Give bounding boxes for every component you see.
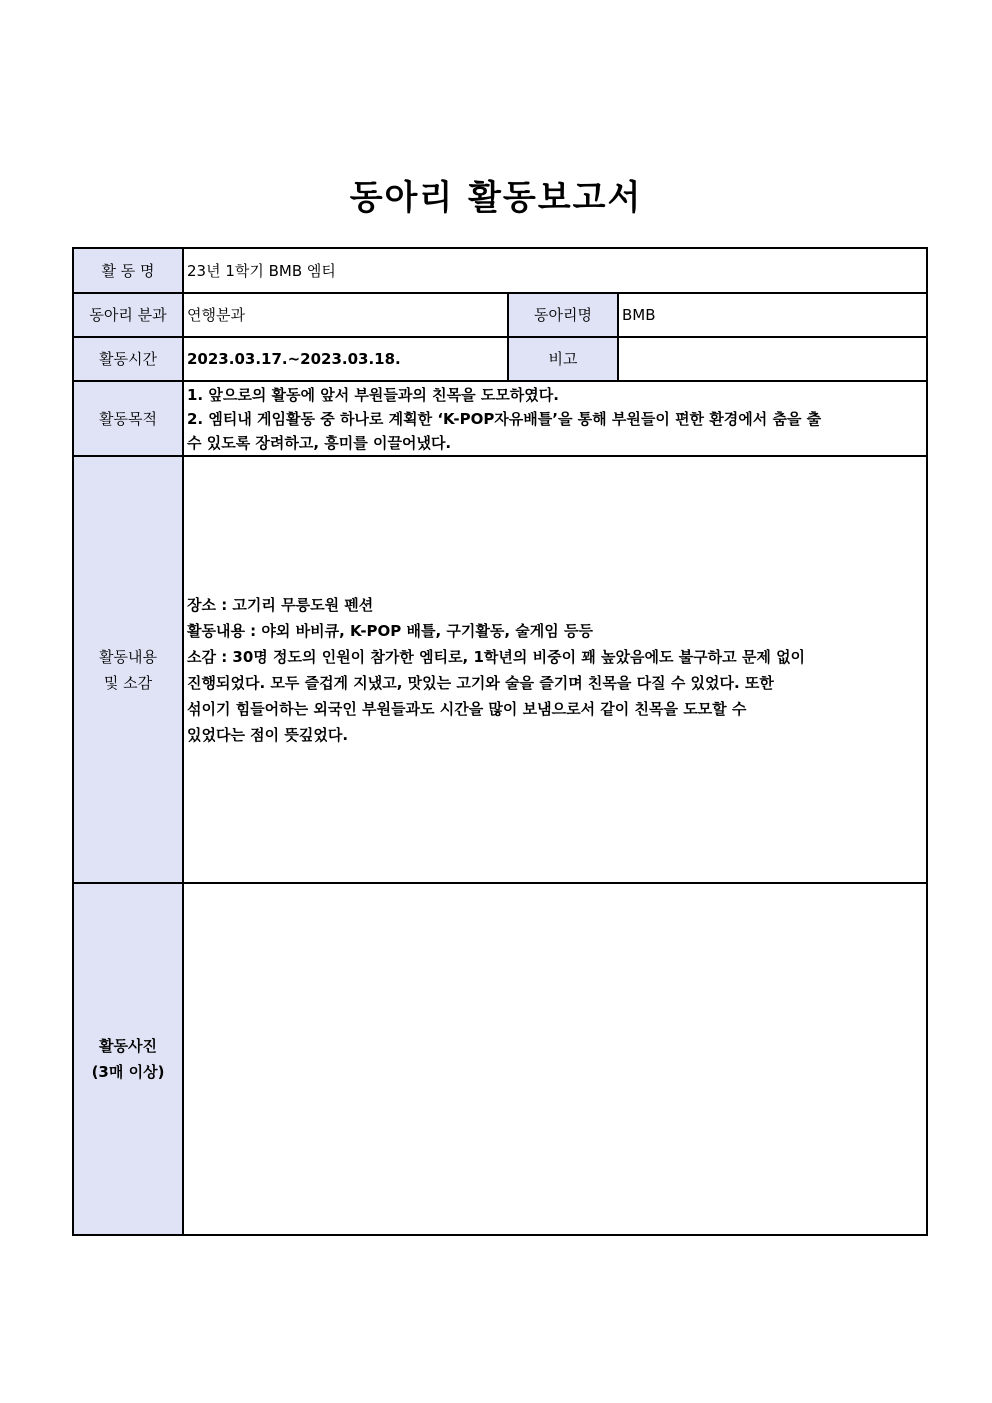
content-label	[73, 456, 183, 883]
purpose-label: 활동목적	[73, 381, 183, 456]
activity-time-label: 활동시간	[73, 337, 183, 381]
activity-time-value: 2023.03.17.~2023.03.18.	[183, 337, 508, 381]
purpose-line: 1. 앞으로의 활동에 앞서 부원들과의 친목을 도모하였다.	[187, 385, 559, 404]
content-line: 섞이기 힘들어하는 외국인 부원들과도 시간을 많이 보냄으로서 같이 친목을 도모할 수	[187, 699, 747, 718]
club-name-label: 동아리명	[508, 293, 618, 337]
row-purpose	[73, 381, 927, 456]
purpose-value	[183, 381, 927, 456]
remarks-label: 비고	[508, 337, 618, 381]
content-line: 진행되었다. 모두 즐겁게 지냈고, 맛있는 고기와 술을 즐기며 친목을 다질 수 있었다. 또한	[187, 673, 774, 692]
row-club-info	[73, 293, 927, 337]
photos-label	[73, 883, 183, 1235]
content-line: 장소 : 고기리 무릉도원 펜션	[187, 595, 374, 614]
page-title: 동아리 활동보고서	[349, 178, 643, 218]
row-photos	[73, 883, 927, 1235]
row-activity-name	[73, 248, 927, 293]
content-label-line: 활동내용	[99, 647, 157, 666]
content-value	[183, 456, 927, 883]
photos-label-line: 활동사진	[99, 1037, 157, 1055]
club-division-label: 동아리 분과	[73, 293, 183, 337]
purpose-line: 2. 엠티내 게임활동 중 하나로 계획한 ‘K-POP자유배틀’을 통해 부원들이 편한 환경에서 춤을 출	[187, 409, 822, 428]
content-line: 활동내용 : 야외 바비큐, K-POP 배틀, 구기활동, 술게임 등등	[187, 621, 593, 640]
purpose-line: 수 있도록 장려하고, 흥미를 이끌어냈다.	[187, 433, 452, 452]
photos-area	[183, 883, 927, 1235]
activity-name-value: 23년 1학기 BMB 엠티	[183, 248, 927, 293]
club-division-value: 연행분과	[183, 293, 508, 337]
content-line: 소감 : 30명 정도의 인원이 참가한 엠티로, 1학년의 비중이 꽤 높았음에도 불구하고 문제 없이	[187, 647, 806, 666]
report-table	[72, 247, 928, 1236]
row-activity-time	[73, 337, 927, 381]
club-name-value: BMB	[618, 293, 927, 337]
row-content	[73, 456, 927, 883]
remarks-value	[618, 337, 927, 381]
content-line: 있었다는 점이 뜻깊었다.	[187, 725, 349, 744]
content-label-line: 및 소감	[103, 673, 153, 692]
photos-label-line: (3매 이상)	[91, 1063, 165, 1081]
activity-name-label: 활 동 명	[73, 248, 183, 293]
